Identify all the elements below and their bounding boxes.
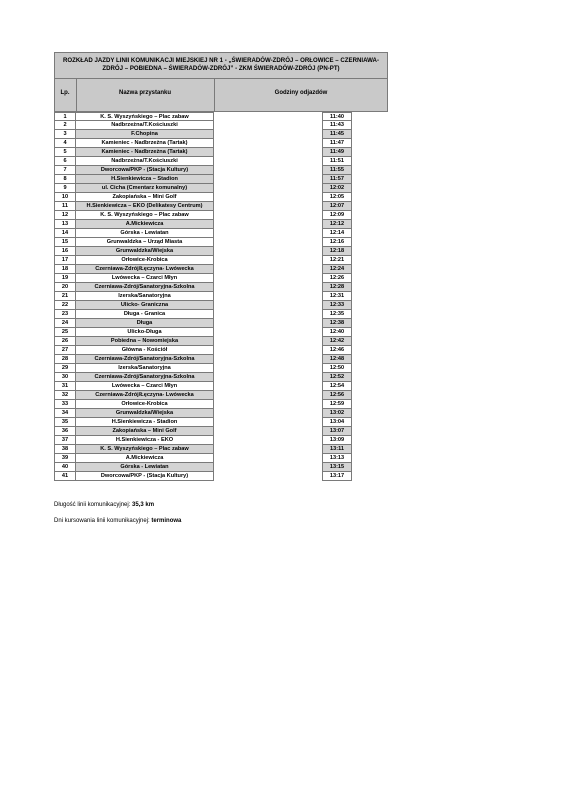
departure-time: 12:35 bbox=[322, 310, 352, 319]
table-row bbox=[54, 121, 388, 130]
departure-time: 12:48 bbox=[322, 355, 352, 364]
stop-name: Nadbrzeżna/T.Kościuszki bbox=[76, 121, 214, 130]
row-number: 7 bbox=[54, 166, 76, 175]
table-row bbox=[54, 328, 388, 337]
stop-name: Orłowice-Krobica bbox=[76, 256, 214, 265]
row-number: 16 bbox=[54, 247, 76, 256]
departure-time: 11:55 bbox=[322, 166, 352, 175]
row-number: 6 bbox=[54, 157, 76, 166]
row-number: 19 bbox=[54, 274, 76, 283]
stop-name: Czerniawa-Zdrój/Łęczyna- Lwówecka bbox=[76, 391, 214, 400]
departure-time: 12:12 bbox=[322, 220, 352, 229]
table-row bbox=[54, 409, 388, 418]
table-row bbox=[54, 256, 388, 265]
row-number: 35 bbox=[54, 418, 76, 427]
stop-name: Orłowice-Krobica bbox=[76, 400, 214, 409]
departure-time: 12:50 bbox=[322, 364, 352, 373]
departure-time: 12:21 bbox=[322, 256, 352, 265]
row-number: 12 bbox=[54, 211, 76, 220]
stop-name: H.Sienkiewicza – EKO (Delikatesy Centrum) bbox=[76, 202, 214, 211]
departure-time: 11:57 bbox=[322, 175, 352, 184]
stop-name: Izerska/Sanatoryjna bbox=[76, 292, 214, 301]
table-row bbox=[54, 229, 388, 238]
table-row bbox=[54, 184, 388, 193]
row-number: 29 bbox=[54, 364, 76, 373]
row-number: 11 bbox=[54, 202, 76, 211]
operating-days-value: terminowa bbox=[151, 518, 182, 524]
departure-time: 12:56 bbox=[322, 391, 352, 400]
departure-time: 11:40 bbox=[322, 112, 352, 121]
route-length-note bbox=[54, 502, 154, 508]
stop-name: F.Chopina bbox=[76, 130, 214, 139]
stop-name: Czerniawa-Zdrój/Łęczyna- Lwówecka bbox=[76, 265, 214, 274]
row-number: 32 bbox=[54, 391, 76, 400]
departure-time: 12:05 bbox=[322, 193, 352, 202]
table-row bbox=[54, 346, 388, 355]
table-row bbox=[54, 247, 388, 256]
departure-time: 12:16 bbox=[322, 238, 352, 247]
table-row bbox=[54, 418, 388, 427]
row-number: 18 bbox=[54, 265, 76, 274]
row-number: 13 bbox=[54, 220, 76, 229]
row-number: 37 bbox=[54, 436, 76, 445]
departure-time: 11:49 bbox=[322, 148, 352, 157]
row-number: 39 bbox=[54, 454, 76, 463]
table-row bbox=[54, 283, 388, 292]
table-row bbox=[54, 139, 388, 148]
table-row bbox=[54, 310, 388, 319]
row-number: 36 bbox=[54, 427, 76, 436]
table-row bbox=[54, 400, 388, 409]
departure-time: 13:11 bbox=[322, 445, 352, 454]
table-row bbox=[54, 292, 388, 301]
table-row bbox=[54, 445, 388, 454]
departure-time: 12:52 bbox=[322, 373, 352, 382]
row-number: 21 bbox=[54, 292, 76, 301]
departure-time: 12:31 bbox=[322, 292, 352, 301]
table-row bbox=[54, 274, 388, 283]
stop-name: Długa - Granica bbox=[76, 310, 214, 319]
departure-time: 12:46 bbox=[322, 346, 352, 355]
row-number: 5 bbox=[54, 148, 76, 157]
departure-time: 13:09 bbox=[322, 436, 352, 445]
row-number: 27 bbox=[54, 346, 76, 355]
row-number: 34 bbox=[54, 409, 76, 418]
stop-name: K. S. Wyszyńskiego – Plac zabaw bbox=[76, 112, 214, 121]
table-row bbox=[54, 391, 388, 400]
departure-time: 13:02 bbox=[322, 409, 352, 418]
row-number: 17 bbox=[54, 256, 76, 265]
departure-time: 13:13 bbox=[322, 454, 352, 463]
table-row bbox=[54, 265, 388, 274]
stop-name: Grunwaldzka/Wiejska bbox=[76, 247, 214, 256]
table-row bbox=[54, 238, 388, 247]
departure-time: 12:14 bbox=[322, 229, 352, 238]
stop-name: Górska - Lewiatan bbox=[76, 463, 214, 472]
header-divider bbox=[54, 78, 388, 79]
operating-days-note bbox=[54, 518, 181, 524]
timetable-title: ROZKŁAD JAZDY LINII KOMUNIKACJI MIEJSKIEJ NR 1 - „ŚWIERADÓW-ZDRÓJ – ORŁOWICE – CZERNIAWA-ZDRÓJ – POBIEDNA – ŚWIERADÓW-ZDRÓJ” - ZKM ŚWIERADÓW-ZDRÓJ (PN-PT) bbox=[63, 57, 379, 72]
row-number: 8 bbox=[54, 175, 76, 184]
departure-time: 12:38 bbox=[322, 319, 352, 328]
departure-time: 12:33 bbox=[322, 301, 352, 310]
table-row bbox=[54, 148, 388, 157]
stop-name: Kamieniec - Nadbrzeżna (Tartak) bbox=[76, 148, 214, 157]
row-number: 28 bbox=[54, 355, 76, 364]
departure-time: 12:40 bbox=[322, 328, 352, 337]
stop-name: K. S. Wyszyńskiego – Plac zabaw bbox=[76, 211, 214, 220]
row-number: 15 bbox=[54, 238, 76, 247]
departure-time: 12:09 bbox=[322, 211, 352, 220]
table-row bbox=[54, 337, 388, 346]
table-row bbox=[54, 373, 388, 382]
stop-name: Dworcowa/PKP - (Stacja Kultury) bbox=[76, 166, 214, 175]
stop-name: Górska - Lewiatan bbox=[76, 229, 214, 238]
departure-time: 11:43 bbox=[322, 121, 352, 130]
departure-time: 12:07 bbox=[322, 202, 352, 211]
row-number: 22 bbox=[54, 301, 76, 310]
departure-time: 13:15 bbox=[322, 463, 352, 472]
stop-name: Czerniawa-Zdrój/Sanatoryjna-Szkolna bbox=[76, 283, 214, 292]
row-number: 14 bbox=[54, 229, 76, 238]
row-number: 4 bbox=[54, 139, 76, 148]
table-row bbox=[54, 427, 388, 436]
column-header-stop-name: Nazwa przystanku bbox=[118, 90, 172, 96]
row-number: 20 bbox=[54, 283, 76, 292]
table-row bbox=[54, 319, 388, 328]
row-number: 31 bbox=[54, 382, 76, 391]
stop-name: Ulicko-Długa bbox=[76, 328, 214, 337]
table-row bbox=[54, 454, 388, 463]
departure-time: 11:51 bbox=[322, 157, 352, 166]
row-number: 24 bbox=[54, 319, 76, 328]
table-row bbox=[54, 175, 388, 184]
table-row bbox=[54, 211, 388, 220]
stop-name: Grunwaldzka – Urząd Miasta bbox=[76, 238, 214, 247]
stop-name: Ulicko- Graniczna bbox=[76, 301, 214, 310]
row-number: 9 bbox=[54, 184, 76, 193]
departure-time: 11:47 bbox=[322, 139, 352, 148]
departure-time: 12:42 bbox=[322, 337, 352, 346]
timetable-rows bbox=[54, 112, 388, 481]
row-number: 2 bbox=[54, 121, 76, 130]
stop-name: Główna - Kościół bbox=[76, 346, 214, 355]
table-row bbox=[54, 166, 388, 175]
departure-time: 12:26 bbox=[322, 274, 352, 283]
stop-name: Czerniawa-Zdrój/Sanatoryjna-Szkolna bbox=[76, 355, 214, 364]
stop-name: Zakopiańska – Mini Golf bbox=[76, 193, 214, 202]
table-row bbox=[54, 130, 388, 139]
table-row bbox=[54, 193, 388, 202]
table-row bbox=[54, 382, 388, 391]
departure-time: 12:28 bbox=[322, 283, 352, 292]
column-header-departure-times: Godziny odjazdów bbox=[274, 90, 328, 96]
stop-name: Zakopiańska – Mini Golf bbox=[76, 427, 214, 436]
row-number: 26 bbox=[54, 337, 76, 346]
row-number: 3 bbox=[54, 130, 76, 139]
table-row bbox=[54, 463, 388, 472]
stop-name: Izerska/Sanatoryjna bbox=[76, 364, 214, 373]
table-row bbox=[54, 364, 388, 373]
row-number: 40 bbox=[54, 463, 76, 472]
row-number: 33 bbox=[54, 400, 76, 409]
table-row bbox=[54, 436, 388, 445]
table-row bbox=[54, 301, 388, 310]
stop-name: Dworcowa/PKP - (Stacja Kultury) bbox=[76, 472, 214, 481]
table-row bbox=[54, 112, 388, 121]
departure-time: 12:18 bbox=[322, 247, 352, 256]
row-number: 41 bbox=[54, 472, 76, 481]
table-row bbox=[54, 202, 388, 211]
row-number: 1 bbox=[54, 112, 76, 121]
stop-name: H.Sienkiewicza - Stadion bbox=[76, 418, 214, 427]
row-number: 38 bbox=[54, 445, 76, 454]
departure-time: 13:07 bbox=[322, 427, 352, 436]
stop-name: A.Mickiewicza bbox=[76, 454, 214, 463]
route-length-value: 35,3 km bbox=[132, 502, 155, 508]
row-number: 25 bbox=[54, 328, 76, 337]
column-header-lp: Lp. bbox=[60, 90, 70, 96]
stop-name: Grunwaldzka/Wiejska bbox=[76, 409, 214, 418]
departure-time: 12:02 bbox=[322, 184, 352, 193]
departure-time: 11:45 bbox=[322, 130, 352, 139]
stop-name: ul. Cicha (Cmentarz komunalny) bbox=[76, 184, 214, 193]
departure-time: 12:24 bbox=[322, 265, 352, 274]
table-row bbox=[54, 355, 388, 364]
stop-name: Nadbrzeżna/T.Kościuszki bbox=[76, 157, 214, 166]
stop-name: H.Sienkiewicza – Stadion bbox=[76, 175, 214, 184]
stop-name: Lwówecka – Czarci Młyn bbox=[76, 274, 214, 283]
row-number: 23 bbox=[54, 310, 76, 319]
departure-time: 12:59 bbox=[322, 400, 352, 409]
row-number: 30 bbox=[54, 373, 76, 382]
table-row bbox=[54, 157, 388, 166]
stop-name: Kamieniec - Nadbrzeżna (Tartak) bbox=[76, 139, 214, 148]
departure-time: 12:54 bbox=[322, 382, 352, 391]
stop-name: A.Mickiewicza bbox=[76, 220, 214, 229]
stop-name: Pobiedna – Nowomiejska bbox=[76, 337, 214, 346]
stop-name: H.Sienkiewicza - EKO bbox=[76, 436, 214, 445]
stop-name: Czerniawa-Zdrój/Sanatoryjna-Szkolna bbox=[76, 373, 214, 382]
stop-name: Lwówecka – Czarci Młyn bbox=[76, 382, 214, 391]
stop-name: Długa bbox=[76, 319, 214, 328]
departure-time: 13:17 bbox=[322, 472, 352, 481]
operating-days-label: Dni kursowania linii komunikacyjnej: bbox=[54, 518, 152, 524]
route-length-label: Długość linii komunikacyjnej: bbox=[54, 502, 133, 508]
table-row bbox=[54, 472, 388, 481]
table-row bbox=[54, 220, 388, 229]
departure-time: 13:04 bbox=[322, 418, 352, 427]
row-number: 10 bbox=[54, 193, 76, 202]
stop-name: K. S. Wyszyńskiego – Plac zabaw bbox=[76, 445, 214, 454]
